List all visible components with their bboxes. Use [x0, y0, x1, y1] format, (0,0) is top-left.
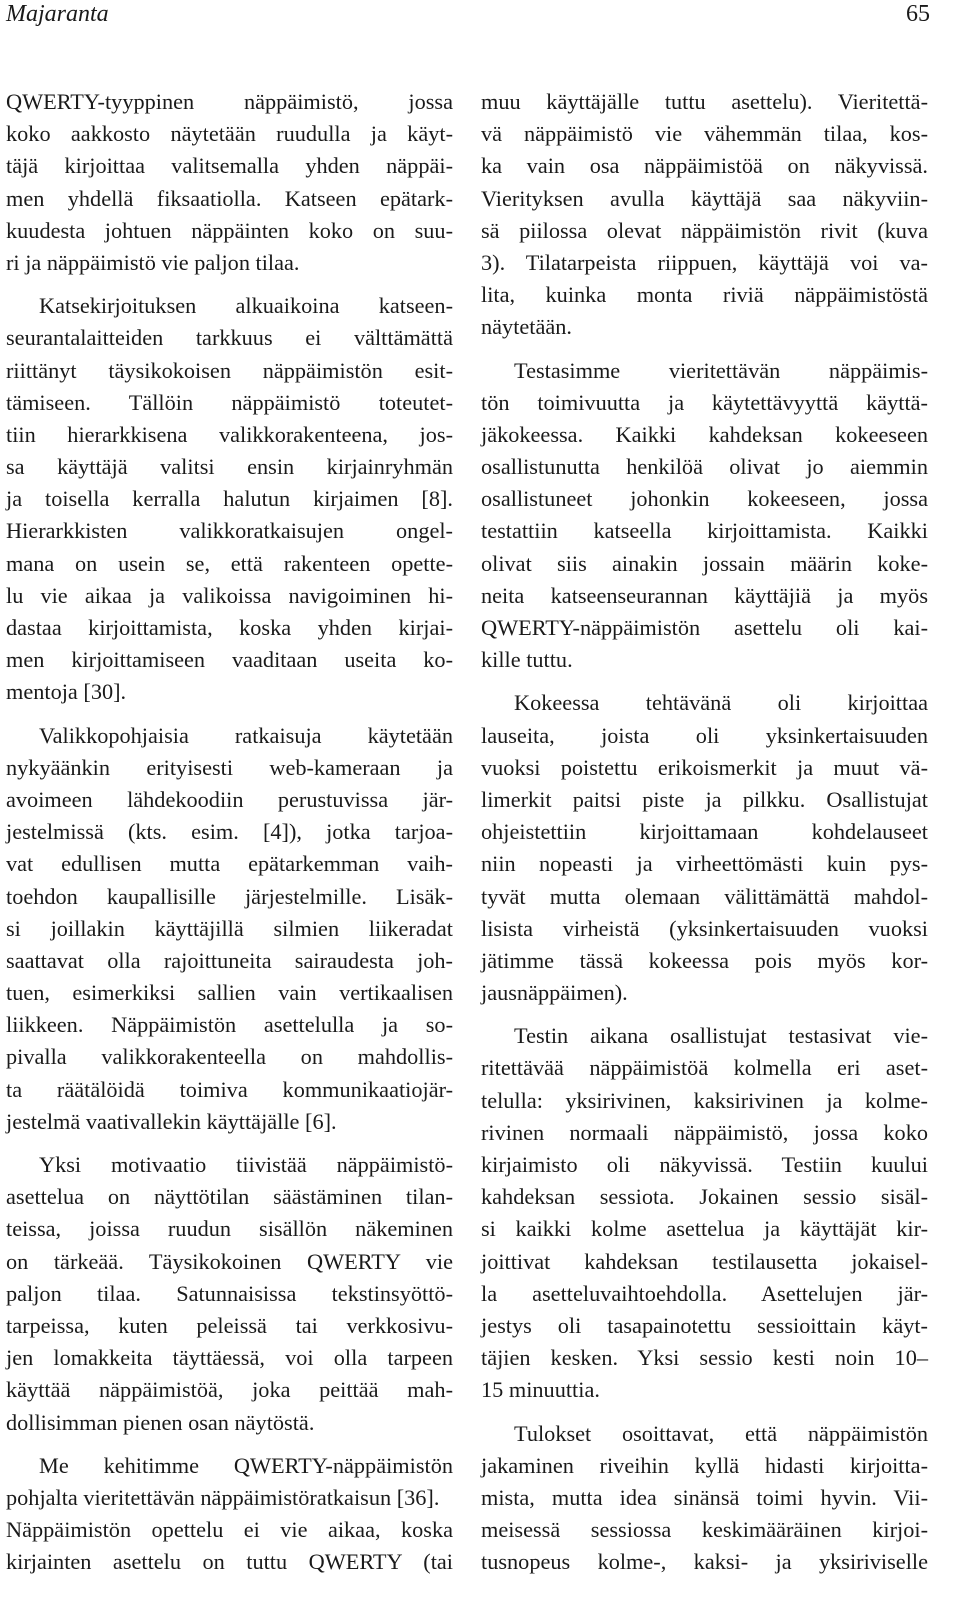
- text-line: ka vain osa näppäimistöä on näkyvissä.: [481, 153, 928, 179]
- text-line: nykyäänkin erityisesti web-kameraan ja: [6, 754, 453, 780]
- text-line: Vierityksen avulla käyttäjä saa näkyviin-: [481, 185, 928, 211]
- text-line: asettelua on näyttötilan säästäminen tilan-: [6, 1184, 453, 1210]
- text-line: ritettävää näppäimistöä kolmella eri aset-: [481, 1055, 928, 1081]
- text-line: men yhdellä fiksaatiolla. Katseen epätark-: [6, 185, 453, 211]
- text-line: ri ja näppäimistö vie paljon tilaa.: [6, 249, 300, 275]
- text-line: vuoksi poistettu erikoismerkit ja muut vä-: [481, 754, 928, 780]
- text-line: QWERTY-tyyppinen näppäimistö, jossa: [6, 89, 453, 114]
- text-line: toehdon kaupallisille järjestelmille. Lisäk-: [6, 883, 453, 909]
- text-line: mista, mutta idea sinänsä toimi hyvin. Vii-: [481, 1484, 928, 1510]
- text-line: Tulokset osoittavat, että näppäimistön: [514, 1420, 928, 1446]
- text-line: ja toisella kerralla halutun kirjaimen [8].: [6, 486, 453, 512]
- text-line: Näppäimistön opettelu ei vie aikaa, koska: [6, 1517, 453, 1543]
- text-line: limerkit paitsi piste ja pilkku. Osallistujat: [481, 786, 928, 812]
- text-line: kahdeksan sessiota. Jokainen sessio sisäl-: [481, 1184, 928, 1210]
- text-line: täjien kesken. Yksi sessio kesti noin 10–: [481, 1345, 928, 1371]
- text-line: Hierarkkisten valikkoratkaisujen ongel-: [6, 518, 453, 544]
- text-line: vat edullisen mutta epätarkemman vaih-: [6, 851, 453, 877]
- running-title: Majaranta: [6, 1, 109, 27]
- text-line: osallistuneet johonkin kokeeseen, jossa: [481, 486, 928, 512]
- text-line: pohjalta vieritettävän näppäimistöratkaisun [36].: [6, 1484, 440, 1510]
- text-line: niin nopeasti ja virheettömästi kuin pys-: [481, 851, 928, 877]
- text-line: 3). Tilatarpeista riippuen, käyttäjä voi va-: [481, 249, 928, 275]
- text-line: jakaminen riveihin kyllä hidasti kirjoitta-: [481, 1452, 928, 1478]
- text-line: neita katseenseurannan käyttäjiä ja myös: [481, 582, 928, 608]
- text-line: tarpeissa, kuten peleissä tai verkkosivu-: [6, 1312, 453, 1338]
- text-line: sa käyttäjä valitsi ensin kirjainryhmän: [6, 454, 453, 480]
- text-line: avoimeen lähdekoodiin perustuvissa jär-: [6, 786, 453, 812]
- text-line: Kokeessa tehtävänä oli kirjoittaa: [514, 690, 928, 716]
- text-line: si kaikki kolme asettelua ja käyttäjät kir-: [481, 1216, 928, 1242]
- text-line: sä piilossa olevat näppäimistön rivit (kuva: [481, 217, 928, 243]
- text-line: Me kehitimme QWERTY-näppäimistön: [39, 1452, 453, 1478]
- text-line: tämiseen. Tällöin näppäimistö toteutet-: [6, 389, 453, 415]
- text-line: rivinen normaali näppäimistö, jossa koko: [481, 1119, 928, 1145]
- text-line: testattiin katseella kirjoittamista. Kaikki: [481, 518, 928, 544]
- text-line: kirjaimisto oli näkyvissä. Testiin kuului: [481, 1152, 928, 1177]
- text-line: lu vie aikaa ja valikoissa navigoiminen hi-: [6, 582, 453, 608]
- text-line: dollisimman pienen osan näytöstä.: [6, 1409, 315, 1435]
- text-line: telulla: yksirivinen, kaksirivinen ja kolme-: [481, 1087, 928, 1113]
- text-line: riittänyt täysikokoisen näppäimistön esit-: [6, 357, 453, 383]
- text-line: ta räätälöidä toimiva kommunikaatiojär-: [6, 1076, 453, 1102]
- text-line: jen lomakkeita täyttäessä, voi olla tarpeen: [6, 1345, 453, 1371]
- text-line: Katsekirjoituksen alkuaikoina katseen-: [39, 293, 453, 319]
- text-line: tusnopeus kolme-, kaksi- ja yksiriviselle: [481, 1549, 928, 1575]
- text-line: paljon tilaa. Satunnaisissa tekstinsyöttö-: [6, 1280, 453, 1306]
- text-line: jätimme tässä kokeessa pois myös kor-: [481, 947, 928, 973]
- text-line: jäkokeessa. Kaikki kahdeksan kokeeseen: [481, 421, 928, 447]
- text-line: dastaa kirjoittamista, koska yhden kirjai-: [6, 615, 453, 640]
- text-line: mana on usein se, että rakenteen opette-: [6, 550, 453, 576]
- text-line: osallistunutta henkilöä olivat jo aiemmin: [481, 454, 928, 480]
- text-line: koko aakkosto näytetään ruudulla ja käyt-: [6, 121, 453, 147]
- text-line: si joillakin käyttäjillä silmien liikeradat: [6, 915, 453, 941]
- text-line: meisessä sessiossa keskimääräinen kirjoi-: [481, 1517, 928, 1543]
- text-line: teissa, joissa ruudun sisällön näkeminen: [6, 1216, 453, 1242]
- text-line: saattavat olla rajoittuneita sairaudesta joh-: [6, 947, 453, 973]
- text-line: muu käyttäjälle tuttu asettelu). Vieritettä-: [481, 89, 928, 114]
- text-line: olivat siis ainakin jossain määrin koke-: [481, 550, 928, 576]
- text-line: tön toimivuutta ja käytettävyyttä käyttä-: [481, 389, 928, 415]
- text-line: seurantalaitteiden tarkkuus ei välttämättä: [6, 325, 453, 351]
- text-line: täjä kirjoittaa valitsemalla yhden näppäi-: [6, 153, 453, 179]
- text-line: Testasimme vieritettävän näppäimis-: [514, 357, 928, 383]
- text-line: men kirjoittamiseen vaaditaan useita ko-: [6, 647, 453, 673]
- text-line: näytetään.: [481, 314, 572, 340]
- text-line: 15 minuuttia.: [481, 1377, 600, 1403]
- text-line: la asetteluvaihtoehdolla. Asettelujen jär-: [481, 1280, 928, 1306]
- page-header: [0, 0, 960, 40]
- text-line: ohjeistettiin kirjoittamaan kohdelauseet: [481, 819, 928, 845]
- text-line: lauseita, joista oli yksinkertaisuuden: [481, 722, 928, 748]
- text-line: tyvät mutta olemaan välittämättä mahdol-: [481, 883, 928, 909]
- text-line: vä näppäimistö vie vähemmän tilaa, kos-: [481, 121, 928, 147]
- text-line: liikkeen. Näppäimistön asettelulla ja so-: [6, 1012, 453, 1038]
- text-line: jestelmä vaativallekin käyttäjälle [6].: [6, 1108, 337, 1134]
- text-line: pivalla valikkorakenteella on mahdollis-: [6, 1044, 453, 1070]
- text-line: kille tuttu.: [481, 647, 573, 673]
- text-line: Testin aikana osallistujat testasivat vie-: [514, 1023, 928, 1049]
- text-line: kirjainten asettelu on tuttu QWERTY (tai: [6, 1549, 453, 1575]
- text-line: lisista virheistä (yksinkertaisuuden vuoksi: [481, 915, 928, 941]
- text-line: tiin hierarkkisena valikkorakenteena, jos-: [6, 421, 453, 447]
- text-line: jausnäppäimen).: [481, 980, 628, 1006]
- text-line: kuudesta johtuen näppäinten koko on suu-: [6, 217, 453, 243]
- text-line: Valikkopohjaisia ratkaisuja käytetään: [39, 722, 453, 748]
- text-line: mentoja [30].: [6, 679, 127, 705]
- text-line: käyttää näppäimistöä, joka peittää mah-: [6, 1377, 453, 1403]
- text-line: jestelmissä (kts. esim. [4]), jotka tarjoa-: [6, 819, 453, 845]
- right-text-column: [481, 86, 928, 1578]
- text-line: lita, kuinka monta riviä näppäimistöstä: [481, 282, 928, 308]
- text-line: joittivat kahdeksan testilausetta jokaisel-: [481, 1248, 928, 1274]
- page-number: 65: [906, 1, 930, 27]
- text-line: on tärkeää. Täysikokoinen QWERTY vie: [6, 1248, 453, 1274]
- left-text-column: [6, 86, 453, 1578]
- text-line: tuen, esimerkiksi sallien vain vertikaalisen: [6, 980, 453, 1006]
- text-line: jestys oli tasapainotettu sessioittain käyt-: [481, 1312, 928, 1338]
- text-line: Yksi motivaatio tiivistää näppäimistö-: [39, 1152, 453, 1177]
- text-line: QWERTY-näppäimistön asettelu oli kai-: [481, 615, 928, 640]
